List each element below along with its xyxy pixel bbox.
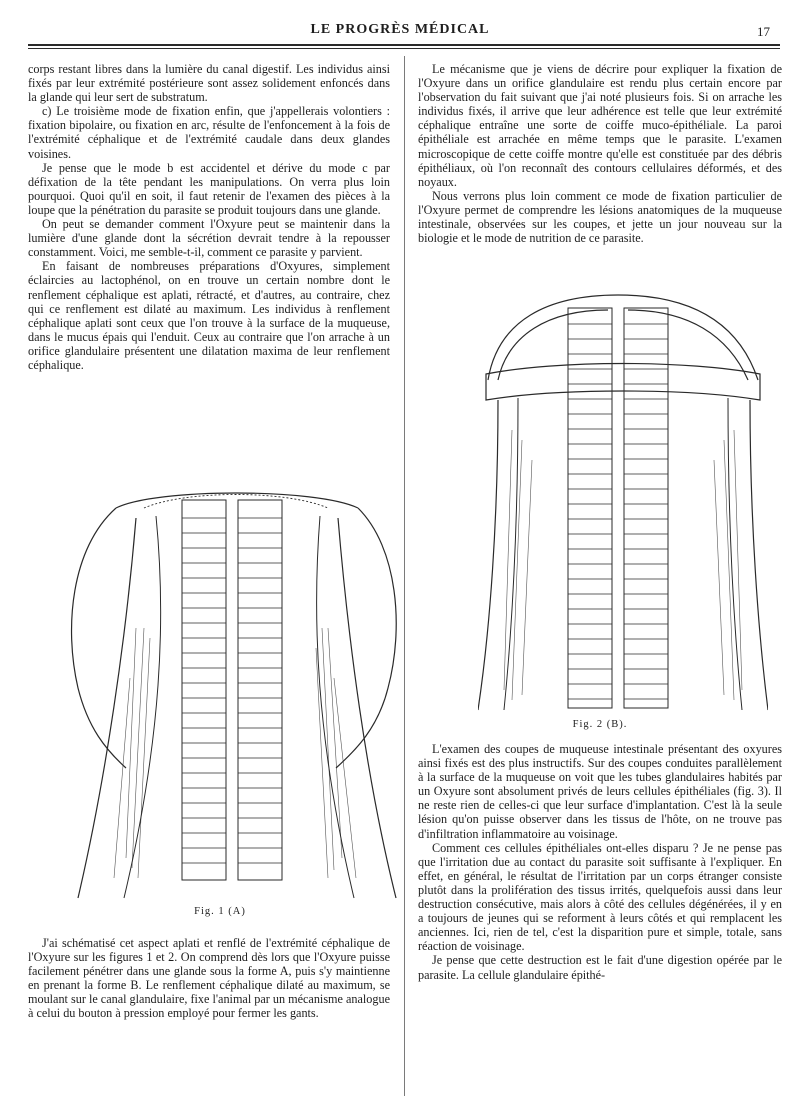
paragraph: Je pense que cette destruction est le fait d'une digestion opérée par le parasite. La cellule glandulaire épithé- [418, 953, 782, 982]
oxyure-head-dilated-drawing [478, 290, 768, 720]
paragraph: J'ai schématisé cet aspect aplati et renflé de l'extrémité céphalique de l'Oxyure sur les figures 1 et 2. On comprend dès lors que l'Oxyure puisse facilement pénétrer dans une glande sous la forme A, puis s'y maintienne en prenant la forme B. Le renflement céphalique dilaté au maximum, se moulant sur le canal glandulaire, fixe l'animal par un mécanisme analogue à celui du bouton à pression employé pour fermer les gants. [28, 936, 390, 1021]
oxyure-head-flattened-drawing [66, 478, 402, 906]
paragraph: Comment ces cellules épithéliales ont-elles disparu ? Je ne pense pas que l'irritation due au contact du parasite soit suffisante à l'expliquer. En effet, en général, le résultat de l'irritation par un corps étranger consiste plutôt dans la prolifération des tissus irrités, quelquefois aussi dans leur destruction consécutive, mais alors à côté des cellules dégénérées, il y en a toujours de jeunes qui se reforment à leurs côtés et qui remplacent les anciennes. Ici, rien de tel, c'est la disparition pure et simple, totale, sans réaction de voisinage. [418, 840, 782, 954]
right-column-bottom [418, 742, 782, 982]
left-column-bottom [28, 936, 390, 1021]
column-divider [404, 56, 405, 1096]
paragraph: Je pense que le mode b est accidentel et dérive du mode c par défixation de la tête pendant les manipulations. On verra plus loin pourquoi. Quoi qu'il en soit, il faut retenir de l'examen des pièces à la loupe que la pénétration du parasite se produit toujours dans une glande. [28, 160, 390, 217]
page-header [20, 22, 780, 44]
figure-1-illustration [66, 478, 402, 906]
header-rule [28, 44, 780, 46]
paragraph: On peut se demander comment l'Oxyure peut se maintenir dans la lumière d'une glande dont la sécrétion devrait tendre à la repousser constamment. Voici, me semble-t-il, comment ce parasite y parvient. [28, 217, 390, 260]
right-column-top [418, 62, 782, 245]
paragraph: Nous verrons plus loin comment ce mode de fixation particulier de l'Oxyure permet de comprendre les lésions anatomiques de la muqueuse intestinale, observées sur les coupes, et jette un jour nouveau sur la biologie et le mode de nutrition de ce parasite. [418, 188, 782, 246]
left-column-top [28, 62, 390, 372]
paragraph: En faisant de nombreuses préparations d'Oxyures, simplement éclaircies au lactophénol, on en trouve un certain nombre dont le renflement céphalique est aplati, rétracté, et d'autres, au contraire, chez qui ce renflement est dilaté au maximum. Les individus à renflement céphalique aplati sont ceux que l'on trouve à la surface de la muqueuse, dans le mucus épais qui l'enduit. Ceux au contraire que l'on arrache à un orifice glandulaire présentent une dilatation maxima de leur renflement céphalique. [28, 259, 390, 372]
journal-title: LE PROGRÈS MÉDICAL [310, 22, 490, 37]
figure-1-caption: Fig. 1 (A) [194, 906, 246, 917]
page-number: 17 [757, 24, 770, 39]
paragraph: L'examen des coupes de muqueuse intestinale présentant des oxyures ainsi fixés est des plus instructifs. Sur des coupes conduites parallèlement à la surface de la muqueuse on voit que les tubes glandulaires habités par un Oxyure sont absolument privés de leurs cellules épithéliales (fig. 3). Il ne reste rien de celles-ci que leur surface d'implantation. C'est là la seule lésion qu'on puisse observer dans les tissus de l'hôte, on ne trouve pas d'infiltration inflammatoire au voisinage. [418, 742, 782, 841]
figure-2-illustration [478, 290, 768, 720]
figure-2-caption: Fig. 2 (B). [572, 719, 628, 730]
paragraph: Le mécanisme que je viens de décrire pour expliquer la fixation de l'Oxyure dans un orifice glandulaire est rendu plus certain encore par l'observation du fait suivant que j'ai noté plusieurs fois. Si on arrache les individus fixés, il arrive que leur adhérence est telle que leur extrémité céphalique entraîne une sorte de coiffe muco-épithéliale. La paroi épithéliale est arrachée en même temps que le parasite. L'examen microscopique de cette coiffe montre qu'elle est constituée par des débris épithéliaux, où l'on reconnaît des contours cellulaires déformés, et des noyaux. [418, 62, 782, 189]
paragraph: corps restant libres dans la lumière du canal digestif. Les individus ainsi fixés par leur extrémité postérieure sont assez solidement enfoncés dans la glande qui leur sert de substratum. [28, 62, 390, 105]
header-rule-thin [28, 48, 780, 49]
paragraph: c) Le troisième mode de fixation enfin, que j'appellerais volontiers : fixation bipolaire, ou fixation en arc, résulte de l'enfoncement à la fois de l'extrémité céphalique et de l'extrémité caudale dans deux glandes voisines. [28, 104, 390, 161]
